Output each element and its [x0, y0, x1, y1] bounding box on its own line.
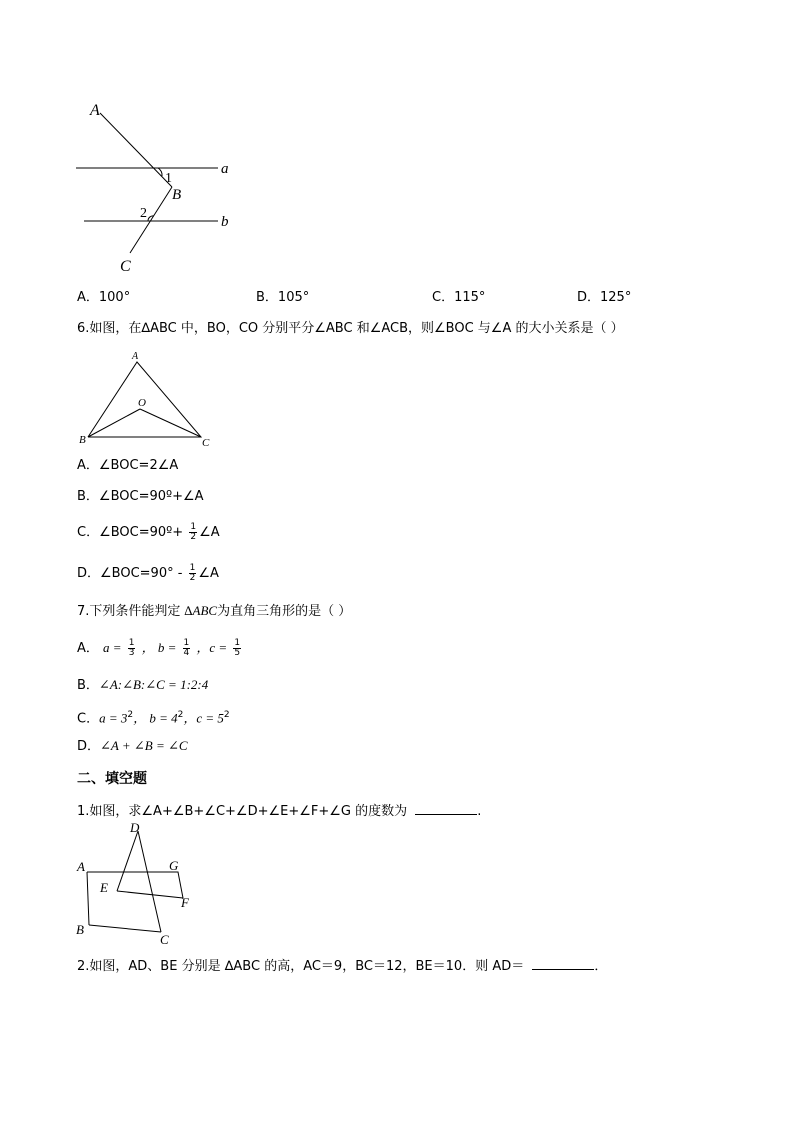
q6-option-b: B．∠BOC=90º+∠A: [77, 489, 204, 504]
label-G: G: [169, 858, 179, 873]
label-2: 2: [140, 206, 147, 221]
q7-a-lhs: a =: [103, 640, 122, 655]
segment-bc: [130, 187, 172, 253]
q7-oc-a: a = 3: [99, 710, 128, 726]
q7-b-lhs: ， b =: [141, 640, 177, 655]
q7-option-b-label: B．: [77, 678, 99, 693]
label-B: B: [79, 434, 86, 446]
q7-option-b-math: ∠A:∠B:∠C = 1:2:4: [98, 677, 209, 692]
q7-option-c: [77, 707, 230, 727]
q7-b-den: 4: [183, 648, 190, 658]
q6-option-d-den: 2: [189, 573, 196, 583]
label-O: O: [138, 397, 146, 409]
label-1: 1: [165, 171, 172, 186]
q6-option-a: A．∠BOC=2∠A: [77, 458, 179, 473]
q7-c-fraction: [233, 639, 241, 658]
q7-option-c-label: C．: [77, 711, 100, 727]
f1-figure: [72, 820, 200, 950]
q6-option-d-num: 1: [189, 563, 196, 573]
segment-dc: [138, 831, 161, 932]
q6-option-c-fraction: [189, 523, 197, 542]
segment-co: [140, 409, 201, 437]
q7-option-a-label: A．: [77, 641, 99, 656]
fill-q1-stem: [77, 802, 481, 820]
q7-option-d: [77, 738, 188, 755]
section-heading: 二、填空题: [77, 771, 147, 787]
q7-a-num: 1: [128, 638, 135, 648]
q7-c-num: 1: [234, 638, 241, 648]
fill-q1-end: .: [477, 804, 482, 819]
label-F: F: [181, 895, 189, 910]
q7-stem-post: 为直角三角形的是（ ）: [217, 604, 352, 619]
segment-de: [117, 831, 138, 891]
fill-q1-answer-blank[interactable]: [415, 802, 477, 815]
segment-ab: [100, 113, 172, 187]
fill-q2-stem: [77, 957, 607, 975]
q6-figure: [75, 348, 220, 450]
q6-option-d-post: ∠A: [198, 566, 219, 581]
q7-stem-math: ∆ABC: [184, 603, 218, 618]
q7-a-den: 3: [128, 648, 135, 658]
segment-bc: [89, 925, 161, 932]
q7-option-d-math: ∠A + ∠B = ∠C: [100, 738, 188, 753]
q6-option-c-num: 1: [190, 522, 197, 532]
segment-ef: [117, 891, 183, 898]
label-B: B: [172, 187, 182, 203]
fill-q2-answer-blank[interactable]: [532, 957, 594, 970]
q6-option-c: [77, 520, 220, 546]
q5-option-d: D．125°: [577, 290, 632, 305]
label-b: b: [221, 214, 229, 230]
q7-oc-b: ， b = 4: [133, 710, 178, 726]
q5-option-b: B．105°: [256, 290, 310, 305]
q6-option-c-pre: C．∠BOC=90º+: [77, 525, 184, 540]
q6-option-d-fraction: [189, 564, 197, 583]
label-A: A: [90, 102, 100, 119]
q7-stem-pre: 7.下列条件能判定: [77, 604, 181, 619]
label-a: a: [221, 161, 229, 177]
label-C: C: [120, 258, 131, 275]
fill-q2-text: 2.如图，AD、BE 分别是 ∆ABC 的高，AC＝9，BC＝12，BE＝10．则 AD＝: [77, 959, 525, 974]
q6-stem: 6.如图，在∆ABC 中，BO，CO 分别平分∠ABC 和∠ACB，则∠BOC 与∠A 的大小关系是（ ）: [77, 321, 624, 336]
q7-stem: [77, 603, 351, 620]
label-D: D: [130, 820, 140, 835]
q6-option-c-post: ∠A: [199, 525, 220, 540]
label-A: A: [77, 859, 85, 874]
q5-option-a: A．100°: [77, 290, 131, 305]
label-A: A: [132, 351, 139, 362]
label-C: C: [202, 437, 210, 449]
q5-option-c: C．115°: [432, 290, 486, 305]
fill-q1-text: 1.如图，求∠A+∠B+∠C+∠D+∠E+∠F+∠G 的度数为: [77, 804, 408, 819]
q5-figure: [70, 95, 245, 280]
segment-ab: [87, 872, 89, 925]
label-E: E: [100, 880, 108, 895]
q6-option-c-den: 2: [190, 532, 197, 542]
q7-oc-a-exp: 2: [127, 710, 134, 720]
q6-option-d-pre: D．∠BOC=90° -: [77, 566, 183, 581]
label-C: C: [160, 932, 169, 947]
q7-option-a: [77, 635, 243, 662]
q7-c-den: 5: [234, 648, 241, 658]
segment-bo: [88, 409, 140, 437]
q6-option-d: [77, 561, 219, 587]
q7-c-lhs: ，c =: [196, 640, 228, 655]
q7-oc-c: ，c = 5: [183, 710, 224, 726]
q7-oc-c-exp: 2: [223, 710, 230, 720]
q7-option-d-label: D．: [77, 739, 101, 754]
q7-a-fraction: [128, 639, 136, 658]
q7-option-b: [77, 677, 208, 694]
label-B: B: [76, 922, 84, 937]
q7-b-fraction: [183, 639, 191, 658]
fill-q2-end: ．: [594, 959, 608, 974]
q7-b-num: 1: [183, 638, 190, 648]
q7-oc-b-exp: 2: [177, 710, 184, 720]
